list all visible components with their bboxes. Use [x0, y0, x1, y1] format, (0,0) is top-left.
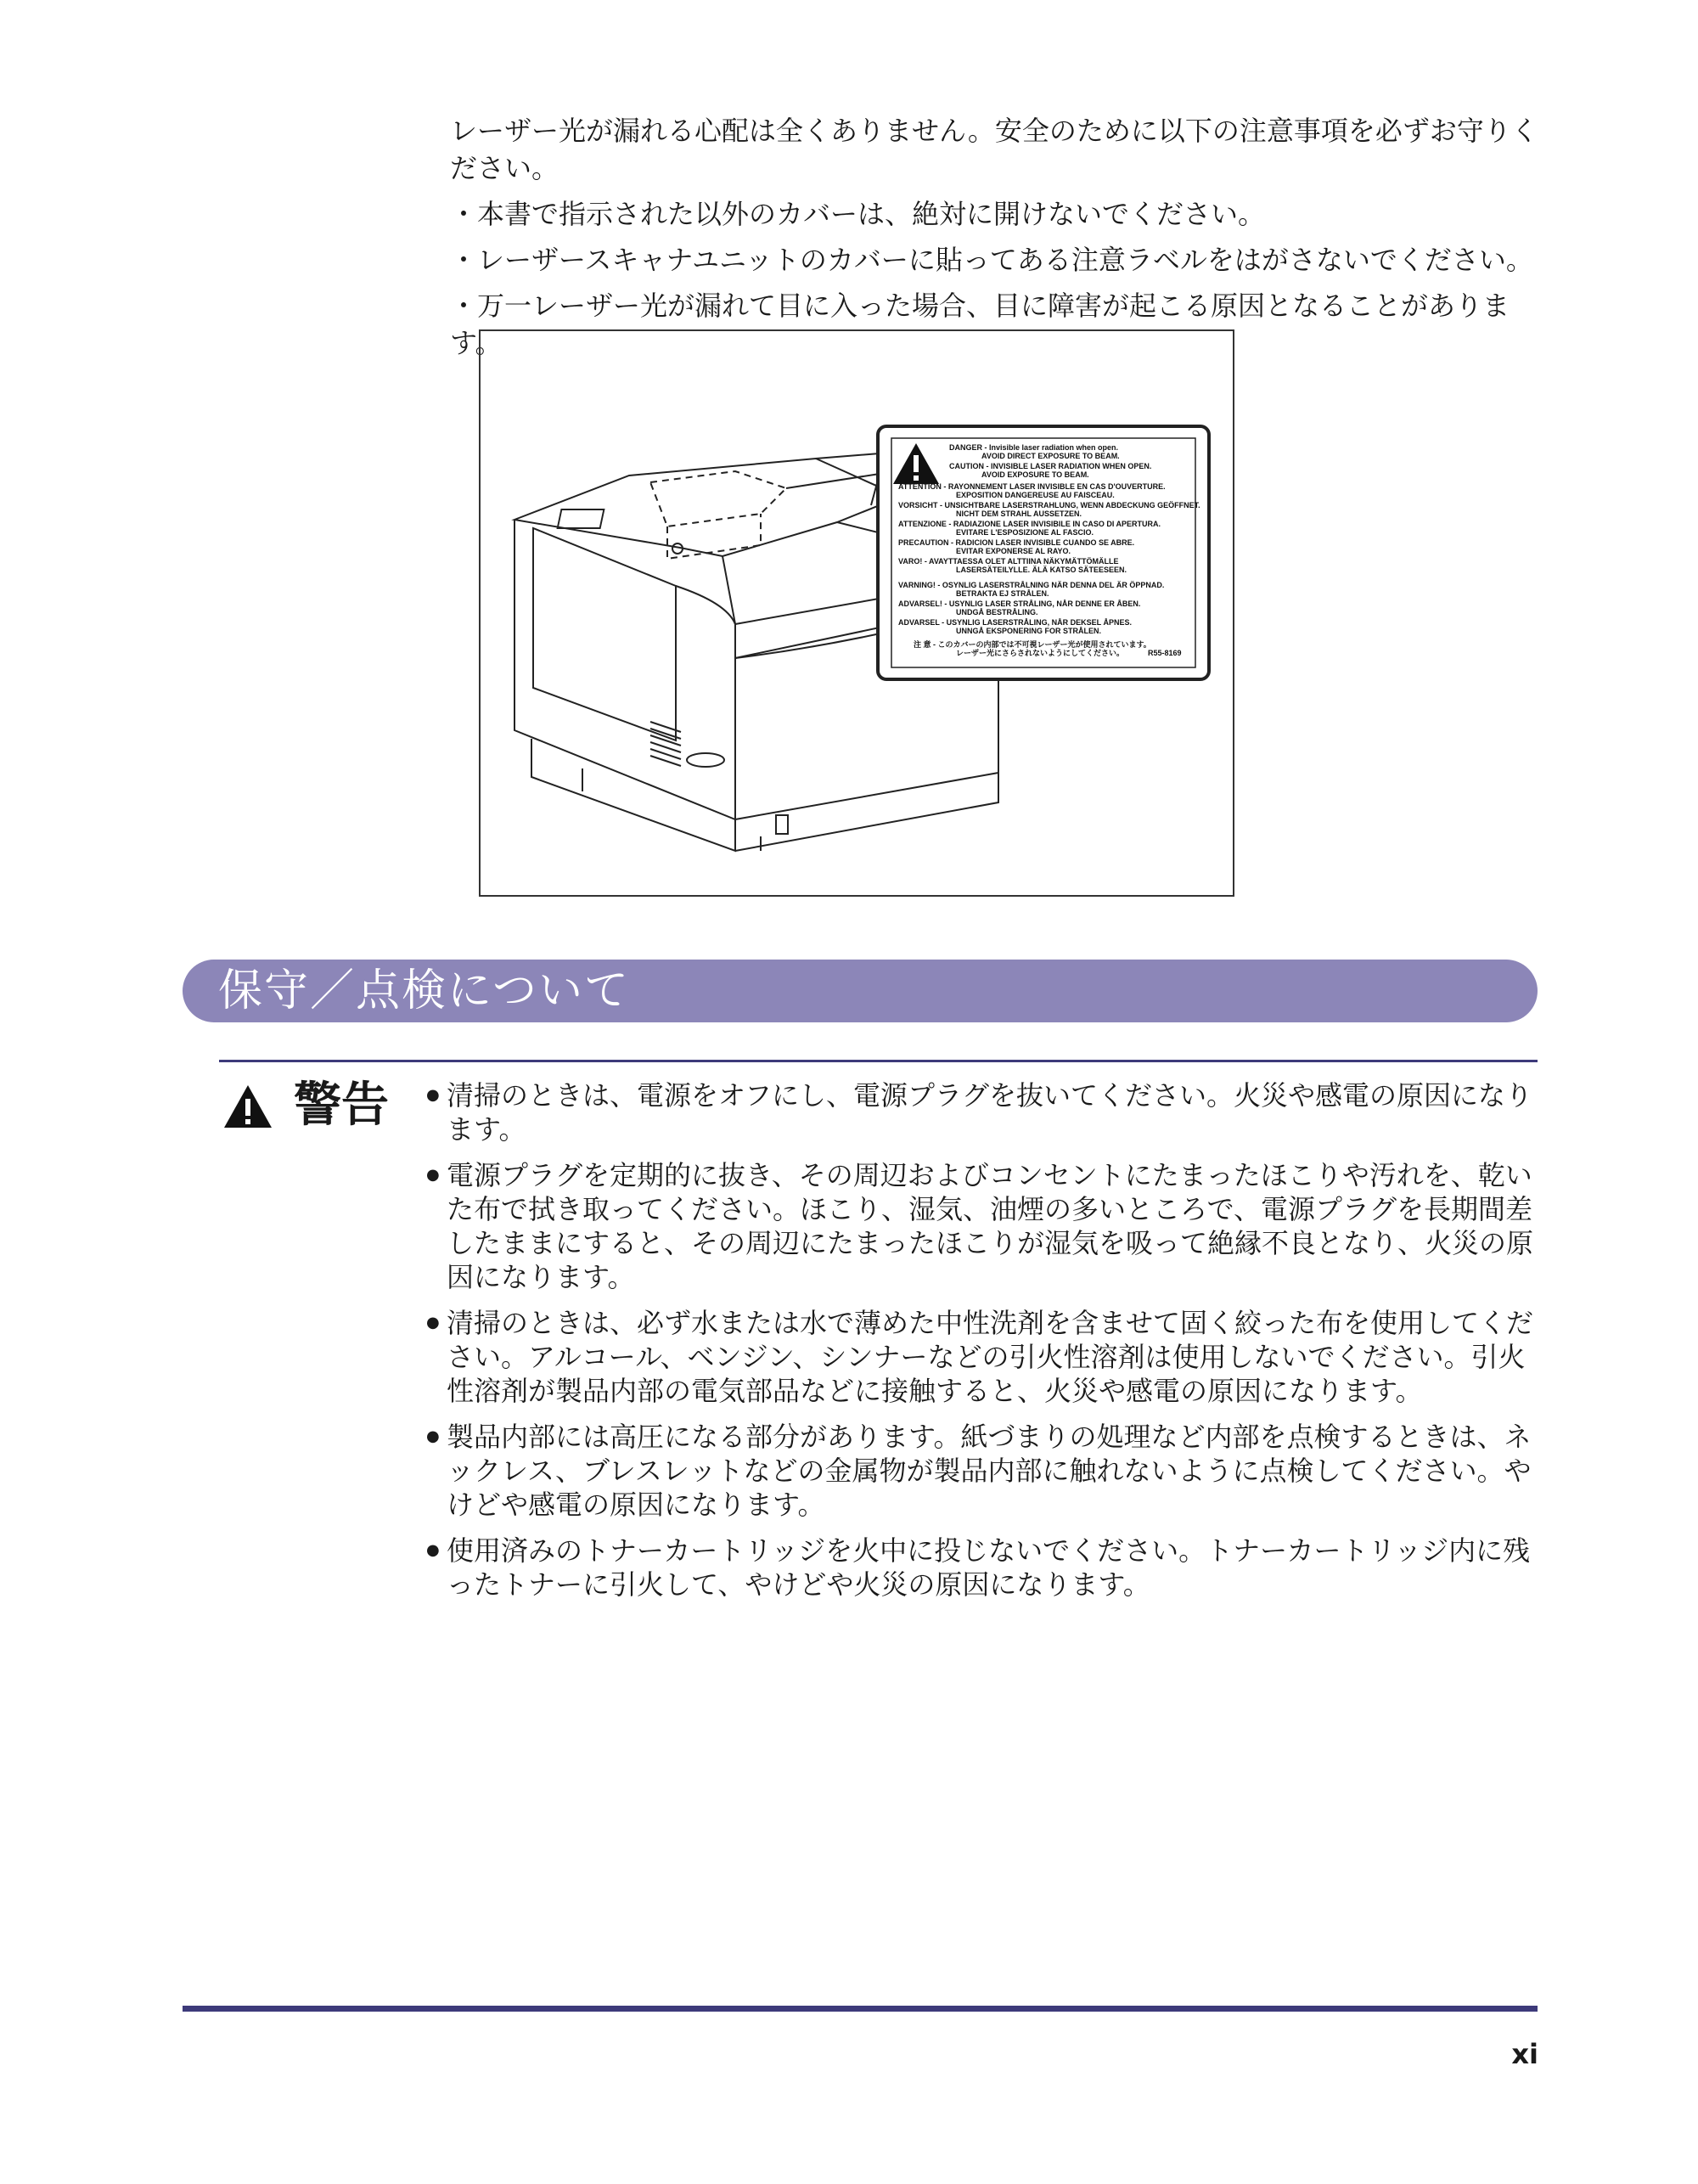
- label-line: VORSICHT - UNSICHTBARE LASERSTRAHLUNG, WENN ABDECKUNG GEÖFFNET.: [898, 501, 1200, 509]
- label-line: ATTENZIONE - RADIAZIONE LASER INVISIBILE IN CASO DI APERTURA.: [898, 520, 1161, 528]
- label-line: AVOID EXPOSURE TO BEAM.: [981, 470, 1089, 479]
- printer-label-figure: [479, 329, 1234, 897]
- label-line: EVITAR EXPONERSE AL RAYO.: [956, 547, 1071, 555]
- label-line: 注 意 - このカバーの内部では不可視レーザー光が使用されています。: [914, 640, 1151, 649]
- label-line: ADVARSEL - USYNLIG LASERSTRÅLING, NÅR DEKSEL ÅPNES.: [898, 618, 1133, 627]
- label-line: DANGER - Invisible laser radiation when open.: [949, 443, 1119, 452]
- list-item: ● 電源プラグを定期的に抜き、その周辺およびコンセントにたまったほこりや汚れを、乾いた布で拭き取ってください。ほこり、湿気、油煙の多いところで、電源プラグを長期間差したままにすると、その周辺にたまったほこりが湿気を吸って絶縁不良となり、火災の原因になります。: [424, 1158, 1542, 1294]
- label-line: UNDGÅ BESTRÅLING.: [956, 608, 1038, 616]
- warning-label: 警告: [294, 1078, 389, 1133]
- footer-rule: [183, 2006, 1538, 2012]
- label-line: AVOID DIRECT EXPOSURE TO BEAM.: [981, 452, 1120, 460]
- label-line: CAUTION - INVISIBLE LASER RADIATION WHEN OPEN.: [949, 462, 1152, 470]
- label-line: NICHT DEM STRAHL AUSSETZEN.: [956, 509, 1082, 518]
- label-line: VARO! - AVAYTTAESSA OLET ALTTIINA NÄKYMÄTTÖMÄLLE: [898, 557, 1119, 566]
- intro-bullet: ・万一レーザー光が漏れて目に入った場合、目に障害が起こる原因となることがあります。: [450, 290, 1510, 359]
- label-line: BETRAKTA EJ STRÅLEN.: [956, 589, 1049, 598]
- list-item: ● 清掃のときは、電源をオフにし、電源プラグを抜いてください。火災や感電の原因になります。: [424, 1078, 1542, 1146]
- label-code: R55-8169: [1148, 649, 1182, 657]
- intro-text: [450, 112, 1545, 362]
- label-line: UNNGÅ EKSPONERING FOR STRÅLEN.: [956, 627, 1102, 635]
- label-line: LASERSÄTEILYLLE. ÄLÄ KATSO SÄTEESEEN.: [956, 566, 1127, 574]
- label-line: EXPOSITION DANGEREUSE AU FAISCEAU.: [956, 491, 1115, 499]
- list-item: ● 製品内部には高圧になる部分があります。紙づまりの処理など内部を点検するときは、ネックレス、ブレスレットなどの金属物が製品内部に触れないように点検してください。やけどや感電の原因になります。: [424, 1420, 1542, 1522]
- intro-bullet: ・レーザースキャナユニットのカバーに貼ってある注意ラベルをはがさないでください。: [450, 244, 1533, 276]
- page-number: xi: [1511, 2038, 1538, 2070]
- intro-paragraph: レーザー光が漏れる心配は全くありません。安全のために以下の注意事項を必ずお守りください。: [450, 115, 1538, 184]
- warning-list: [424, 1078, 1542, 1613]
- section-title: 保守／点検について: [218, 965, 630, 1016]
- label-line: EVITARE L'ESPOSIZIONE AL FASCIO.: [956, 528, 1094, 537]
- section-rule: [219, 1060, 1538, 1062]
- label-line: PRECAUTION - RADICION LASER INVISIBLE CUANDO SE ABRE.: [898, 538, 1135, 547]
- list-item: ● 使用済みのトナーカートリッジを火中に投じないでください。トナーカートリッジ内に残ったトナーに引火して、やけどや火災の原因になります。: [424, 1534, 1542, 1601]
- list-item: ● 清掃のときは、必ず水または水で薄めた中性洗剤を含ませて固く絞った布を使用してください。アルコール、ベンジン、シンナーなどの引火性溶剤は使用しないでください。引火性溶剤が製品内部の電気部品などに接触すると、火災や感電の原因になります。: [424, 1306, 1542, 1408]
- printer-illustration: [481, 331, 1233, 895]
- label-line: レーザー光にさらされないようにしてください。: [956, 649, 1125, 657]
- label-line: ATTENTION - RAYONNEMENT LASER INVISIBLE EN CAS D'OUVERTURE.: [898, 482, 1166, 491]
- intro-bullet: ・本書で指示された以外のカバーは、絶対に開けないでください。: [450, 198, 1266, 230]
- label-line: ADVARSEL! - USYNLIG LASER STRÅLING, NÅR DENNE ER ÅBEN.: [898, 599, 1141, 608]
- warning-triangle-icon: [222, 1084, 273, 1129]
- section-header: [183, 960, 1538, 1022]
- label-line: VARNING! - OSYNLIG LASERSTRÅLNING NÄR DENNA DEL ÄR ÖPPNAD.: [898, 581, 1165, 589]
